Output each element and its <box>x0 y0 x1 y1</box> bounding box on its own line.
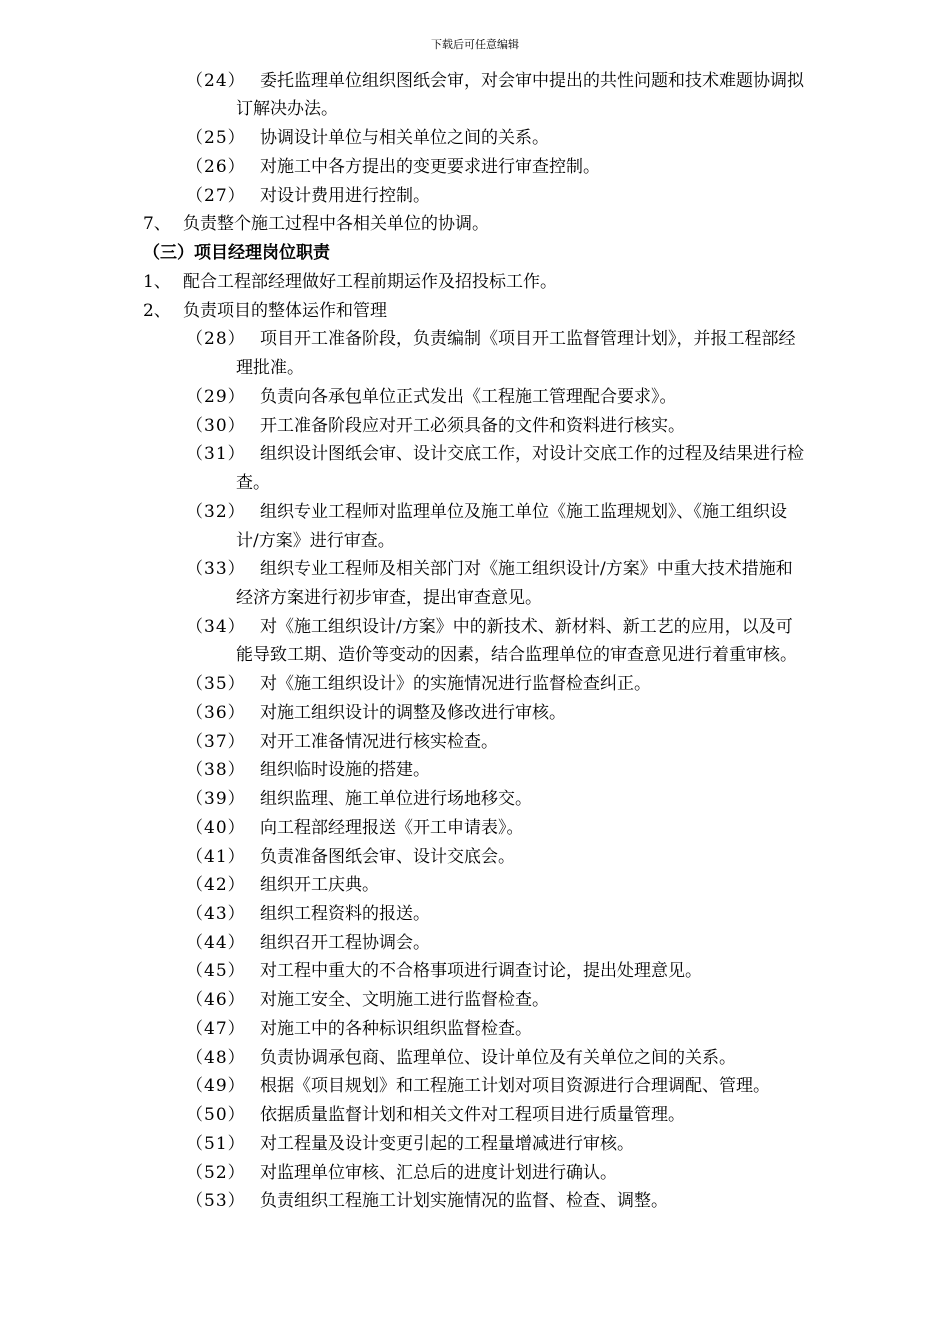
item-text: 组织专业工程师对监理单位及施工单位《施工监理规划》、《施工组织设 <box>260 502 787 522</box>
item-text: 根据《项目规划》和工程施工计划对项目资源进行合理调配、管理。 <box>260 1076 770 1096</box>
item-number: （25） <box>186 128 246 148</box>
item-text: 负责协调承包商、监理单位、设计单位及有关单位之间的关系。 <box>260 1048 736 1068</box>
item-number: （47） <box>186 1019 246 1039</box>
item-number: （36） <box>186 703 246 723</box>
item-text: 组织召开工程协调会。 <box>260 933 430 953</box>
item-number: （31） <box>186 444 246 464</box>
top-item-text: 配合工程部经理做好工程前期运作及招投标工作。 <box>183 272 557 292</box>
item-text: 依据质量监督计划和相关文件对工程项目进行质量管理。 <box>260 1105 685 1125</box>
item-number: （32） <box>186 502 246 522</box>
item-text: 负责向各承包单位正式发出《工程施工管理配合要求》。 <box>260 387 677 407</box>
item-text: 对工程量及设计变更引起的工程量增减进行审核。 <box>260 1134 634 1154</box>
item-number: （43） <box>186 904 246 924</box>
item-text-continuation: 计/方案》进行审查。 <box>236 531 395 551</box>
item-text: 组织专业工程师及相关部门对《施工组织设计/方案》中重大技术措施和 <box>260 559 793 579</box>
item-number: （52） <box>186 1163 246 1183</box>
top-item-number: 1、 <box>143 272 171 292</box>
item-text: 协调设计单位与相关单位之间的关系。 <box>260 128 549 148</box>
item-text: 对施工中的各种标识组织监督检查。 <box>260 1019 532 1039</box>
item-text-continuation: 理批准。 <box>236 358 304 378</box>
item-text: 负责组织工程施工计划实施情况的监督、检查、调整。 <box>260 1191 668 1211</box>
item-text: 对施工安全、文明施工进行监督检查。 <box>260 990 549 1010</box>
item-number: （24） <box>186 71 246 91</box>
top-item-number: 2、 <box>143 301 171 321</box>
item-number: （41） <box>186 847 246 867</box>
item-text: 组织工程资料的报送。 <box>260 904 430 924</box>
item-text: 组织开工庆典。 <box>260 875 379 895</box>
item-text: 对工程中重大的不合格事项进行调查讨论，提出处理意见。 <box>260 961 702 981</box>
item-text-continuation: 经济方案进行初步审查，提出审查意见。 <box>236 588 542 608</box>
section-heading: （三）项目经理岗位职责 <box>143 243 330 263</box>
item-text: 对监理单位审核、汇总后的进度计划进行确认。 <box>260 1163 617 1183</box>
top-item-text: 负责项目的整体运作和管理 <box>183 301 387 321</box>
item-text: 对《施工组织设计》的实施情况进行监督检查纠正。 <box>260 674 651 694</box>
item-number: （46） <box>186 990 246 1010</box>
item-number: （28） <box>186 329 246 349</box>
item-text: 向工程部经理报送《开工申请表》。 <box>260 818 524 838</box>
item-number: （33） <box>186 559 246 579</box>
item-text: 对施工中各方提出的变更要求进行审查控制。 <box>260 157 600 177</box>
item-text: 对《施工组织设计/方案》中的新技术、新材料、新工艺的应用，以及可 <box>260 617 793 637</box>
item-text: 委托监理单位组织图纸会审，对会审中提出的共性问题和技术难题协调拟 <box>260 71 804 91</box>
item-number: （34） <box>186 617 246 637</box>
item-text-continuation: 订解决办法。 <box>236 99 338 119</box>
top-item-text: 负责整个施工过程中各相关单位的协调。 <box>183 214 489 234</box>
item-number: （37） <box>186 732 246 752</box>
item-number: （40） <box>186 818 246 838</box>
item-number: （38） <box>186 760 246 780</box>
item-number: （51） <box>186 1134 246 1154</box>
item-number: （35） <box>186 674 246 694</box>
item-text: 负责准备图纸会审、设计交底会。 <box>260 847 515 867</box>
item-number: （49） <box>186 1076 246 1096</box>
item-text: 组织设计图纸会审、设计交底工作，对设计交底工作的过程及结果进行检 <box>260 444 804 464</box>
item-text: 对施工组织设计的调整及修改进行审核。 <box>260 703 566 723</box>
item-text: 开工准备阶段应对开工必须具备的文件和资料进行核实。 <box>260 416 685 436</box>
item-text-continuation: 查。 <box>236 473 270 493</box>
item-number: （29） <box>186 387 246 407</box>
item-number: （30） <box>186 416 246 436</box>
item-text-continuation: 能导致工期、造价等变动的因素，结合监理单位的审查意见进行着重审核。 <box>236 645 797 665</box>
item-number: （44） <box>186 933 246 953</box>
item-number: （48） <box>186 1048 246 1068</box>
item-text: 对开工准备情况进行核实检查。 <box>260 732 498 752</box>
item-number: （50） <box>186 1105 246 1125</box>
item-number: （53） <box>186 1191 246 1211</box>
top-item-number: 7、 <box>143 214 171 234</box>
item-number: （27） <box>186 186 246 206</box>
item-text: 对设计费用进行控制。 <box>260 186 430 206</box>
item-text: 项目开工准备阶段，负责编制《项目开工监督管理计划》，并报工程部经 <box>260 329 796 349</box>
page-header: 下载后可任意编辑 <box>431 38 519 51</box>
item-number: （42） <box>186 875 246 895</box>
item-text: 组织临时设施的搭建。 <box>260 760 430 780</box>
item-text: 组织监理、施工单位进行场地移交。 <box>260 789 532 809</box>
item-number: （26） <box>186 157 246 177</box>
item-number: （45） <box>186 961 246 981</box>
item-number: （39） <box>186 789 246 809</box>
